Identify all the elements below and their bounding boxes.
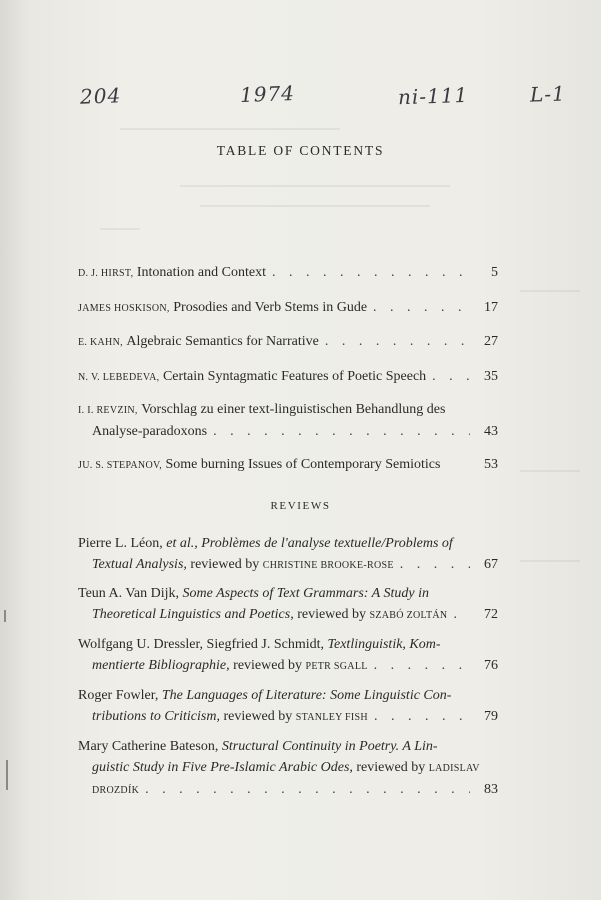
show-through-line [520, 470, 580, 472]
entry-title: Prosodies and Verb Stems in Gude [173, 300, 368, 315]
review-page: 79 [484, 709, 498, 724]
review-page: 83 [484, 782, 498, 797]
review-title-continued: tributions to Criticism, [92, 709, 220, 724]
entry-author: JU. S. STEPANOV, [78, 460, 162, 471]
entry-title-continued: Analyse-paradoxons [92, 424, 208, 439]
entry-title: Vorschlag zu einer text-linguistischen Behandlung des [141, 402, 446, 417]
review-entry [78, 583, 498, 626]
entry-author: N. V. LEBEDEVA, [78, 372, 160, 383]
review-entry [78, 736, 498, 801]
dot-leader [145, 779, 470, 800]
review-etal: et al., [166, 536, 198, 551]
review-page: 72 [484, 607, 498, 622]
entry-title: Certain Syntagmatic Features of Poetic Speech [162, 369, 427, 384]
reviewer-name: CHRISTINE BROOKE-ROSE [262, 560, 394, 571]
reviewer-name: SZABÓ ZOLTÁN [369, 610, 448, 621]
show-through-line [120, 128, 340, 130]
review-title-continued: Theoretical Linguistics and Poetics, [92, 607, 294, 622]
review-author: Wolfgang U. Dressler, Siegfried J. Schmidt, [78, 637, 324, 652]
show-through-line [520, 290, 580, 292]
dot-leader [453, 604, 470, 625]
entry-author: JAMES HOSKISON, [78, 303, 170, 314]
toc-entry [78, 262, 498, 284]
review-author: Roger Fowler, [78, 688, 159, 703]
toc-entry [78, 399, 498, 442]
entry-page: 53 [484, 457, 498, 472]
review-title-continued: mentierte Bibliographie, [92, 658, 230, 673]
entry-author: E. KAHN, [78, 337, 123, 348]
show-through-line [520, 560, 580, 562]
review-title: Some Aspects of Text Grammars: A Study in [182, 586, 429, 601]
review-page: 76 [484, 658, 498, 673]
review-author: Mary Catherine Bateson, [78, 739, 219, 754]
reviewed-by-text: reviewed by [190, 557, 260, 572]
entry-page: 43 [484, 424, 498, 439]
review-entry [78, 634, 498, 677]
edge-mark [6, 760, 8, 790]
review-entry [78, 533, 498, 576]
reviews-heading: REVIEWS [270, 500, 331, 512]
review-title: The Languages of Literature: Some Linguistic Con- [161, 688, 452, 703]
handwritten-note-code: ni-111 [397, 82, 469, 110]
show-through-line [100, 228, 140, 230]
reviewed-by-text: reviewed by [297, 607, 366, 622]
review-entry [78, 685, 498, 728]
review-title: Problèmes de l'analyse textuelle/Problems of [201, 536, 453, 551]
review-title: Textlinguistik, Kom- [327, 637, 441, 652]
dot-leader [374, 706, 470, 727]
reviewed-by-text: reviewed by [223, 709, 293, 724]
dot-leader [374, 655, 470, 676]
review-author: Pierre L. Léon, [78, 536, 163, 551]
review-page: 67 [484, 557, 498, 572]
reviewer-name: PETR SGALL [305, 661, 368, 672]
entry-title: Intonation and Context [136, 265, 266, 280]
toc-entry [78, 366, 498, 388]
entry-page: 35 [484, 369, 498, 384]
reviewed-by-text: reviewed by [233, 658, 302, 673]
reviewer-name-continued: DROZDÍK [92, 785, 140, 796]
reviewer-name: LADISLAV [428, 763, 480, 774]
dot-leader [272, 262, 470, 283]
handwritten-note-left: 204 [79, 83, 122, 109]
entry-page: 27 [484, 334, 498, 349]
entry-author: D. J. HIRST, [78, 268, 134, 279]
dot-leader [373, 297, 470, 318]
entry-title: Algebraic Semantics for Narrative [126, 334, 319, 349]
review-title-continued: guistic Study in Five Pre-Islamic Arabic Odes, [92, 760, 353, 775]
toc-entry [78, 454, 498, 476]
toc-entry [78, 331, 498, 353]
dot-leader [325, 331, 470, 352]
entry-author: I. I. REVZIN, [78, 405, 138, 416]
review-title: Structural Continuity in Poetry. A Lin- [221, 739, 438, 754]
toc-title: TABLE OF CONTENTS [216, 143, 385, 158]
dot-leader [432, 366, 470, 387]
show-through-line [200, 205, 430, 207]
show-through-line [180, 185, 450, 187]
handwritten-note-corner: L-1 [529, 81, 567, 107]
reviewer-name: STANLEY FISH [295, 712, 368, 723]
review-title-continued: Textual Analysis, [92, 557, 187, 572]
review-author: Teun A. Van Dijk, [78, 586, 180, 601]
handwritten-note-year: 1974 [239, 81, 296, 107]
entry-title: Some burning Issues of Contemporary Semiotics [165, 457, 441, 472]
dot-leader [213, 421, 470, 442]
entry-page: 5 [491, 265, 498, 280]
edge-mark [4, 610, 6, 622]
toc-entry [78, 297, 498, 319]
reviewed-by-text: reviewed by [356, 760, 426, 775]
entry-page: 17 [484, 300, 498, 315]
dot-leader [400, 554, 470, 575]
